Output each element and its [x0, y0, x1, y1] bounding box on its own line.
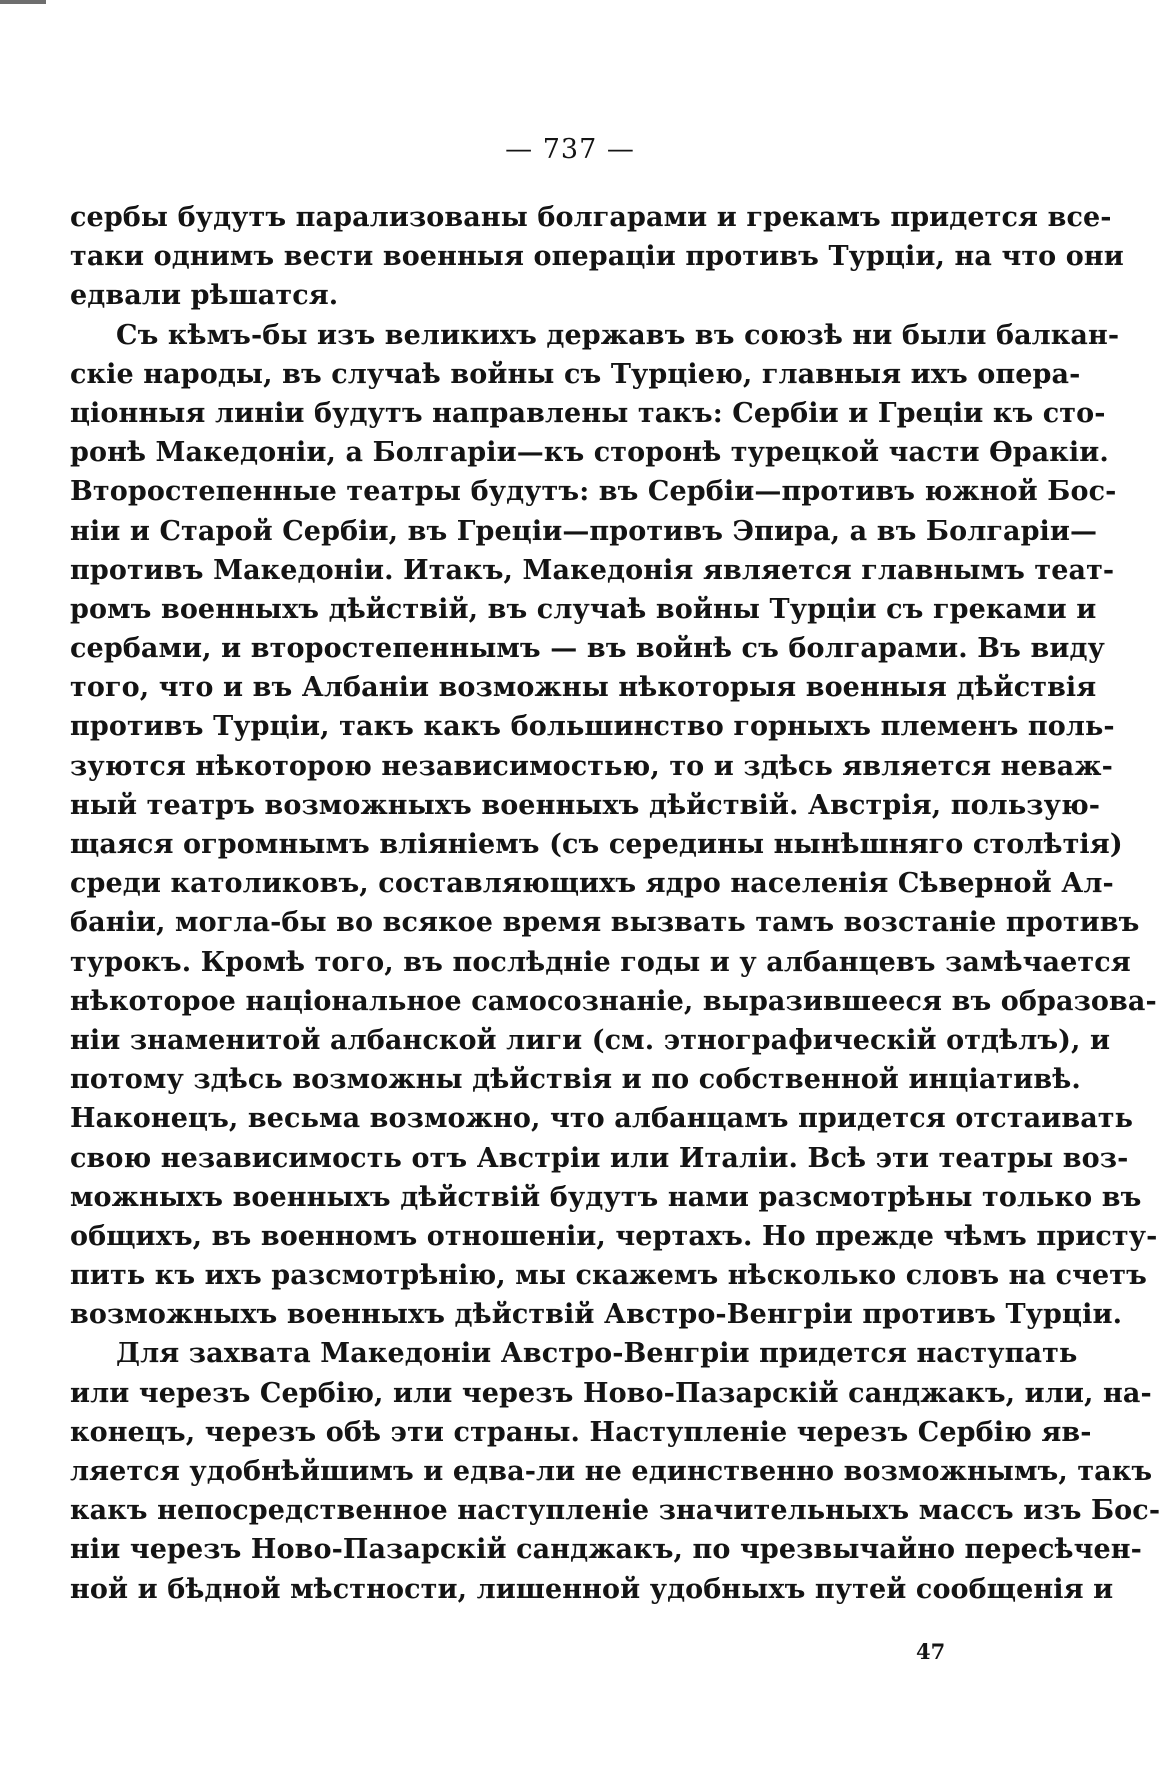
text-line: нѣкоторое національное самосознаніе, выразившееся въ образова-: [70, 985, 1157, 1017]
text-line: Наконецъ, весьма возможно, что албанцамъ придется отстаивать: [70, 1103, 1134, 1135]
text-line: можныхъ военныхъ дѣйствій будутъ нами разсмотрѣны только въ: [70, 1181, 1142, 1213]
text-line: Для захвата Македоніи Австро-Венгріи придется наступать: [116, 1338, 1078, 1370]
text-line: свою независимость отъ Австріи или Италіи. Всѣ эти театры воз-: [70, 1142, 1129, 1174]
scan-corner-mark: [0, 0, 46, 4]
text-line: ронѣ Македоніи, а Болгаріи—къ сторонѣ турецкой части Ѳракіи.: [70, 437, 1109, 469]
page-number: — 737 —: [505, 134, 635, 165]
text-line: конецъ, черезъ обѣ эти страны. Наступленіе черезъ Сербію яв-: [70, 1416, 1092, 1448]
text-line: сербы будутъ парализованы болгарами и грекамъ придется все-: [70, 202, 1112, 233]
text-line: какъ непосредственное наступленіе значительныхъ массъ изъ Бос-: [70, 1495, 1160, 1527]
text-line: потому здѣсь возможны дѣйствія и по собственной инціативѣ.: [70, 1064, 1081, 1096]
text-line: ромъ военныхъ дѣйствій, въ случаѣ войны Турціи съ греками и: [70, 593, 1097, 625]
text-line: ніи черезъ Ново-Пазарскій санджакъ, по чрезвычайно пересѣчен-: [70, 1534, 1142, 1566]
text-line: Съ кѣмъ-бы изъ великихъ державъ въ союзѣ ни были балкан-: [116, 319, 1120, 351]
text-line: едвали рѣшатся.: [70, 280, 339, 312]
body-text: [70, 198, 1160, 1609]
text-line: зуются нѣкоторою независимостью, то и здѣсь является неваж-: [70, 750, 1113, 782]
text-line: ціонныя линіи будутъ направлены такъ: Сербіи и Греціи къ сто-: [70, 397, 1106, 429]
text-line: ніи и Старой Сербіи, въ Греціи—противъ Эпира, а въ Болгаріи—: [70, 515, 1098, 547]
text-line: баніи, могла-бы во всякое время вызвать тамъ возстаніе противъ: [70, 907, 1140, 939]
text-line: пить къ ихъ разсмотрѣнію, мы скажемъ нѣсколько словъ на счетъ: [70, 1260, 1147, 1292]
text-line: среди католиковъ, составляющихъ ядро населенія Сѣверной Ал-: [70, 868, 1114, 900]
text-line: таки однимъ вести военныя операціи противъ Турціи, на что они: [70, 241, 1124, 273]
text-line: Второстепенные театры будутъ: въ Сербіи—противъ южной Бос-: [70, 476, 1117, 508]
text-line: того, что и въ Албаніи возможны нѣкоторыя военныя дѣйствія: [70, 672, 1097, 704]
text-line: щаяся огромнымъ вліяніемъ (съ середины нынѣшняго столѣтія): [70, 829, 1123, 860]
printer-signature-mark: 47: [916, 1639, 946, 1664]
text-line: противъ Турціи, такъ какъ большинство горныхъ племенъ поль-: [70, 711, 1115, 743]
text-line: ной и бѣдной мѣстности, лишенной удобныхъ путей сообщенія и: [70, 1573, 1114, 1605]
text-line: общихъ, въ военномъ отношеніи, чертахъ. Но прежде чѣмъ присту-: [70, 1220, 1158, 1252]
text-line: сербами, и второстепеннымъ — въ войнѣ съ болгарами. Въ виду: [70, 633, 1105, 665]
text-line: скіе народы, въ случаѣ войны съ Турціею, главныя ихъ опера-: [70, 358, 1081, 390]
text-line: ніи знаменитой албанской лиги (см. этнографическій отдѣлъ), и: [70, 1024, 1111, 1056]
text-line: или черезъ Сербію, или черезъ Ново-Пазарскій санджакъ, или, на-: [70, 1377, 1152, 1409]
text-line: ный театръ возможныхъ военныхъ дѣйствій. Австрія, пользую-: [70, 789, 1101, 821]
text-line: ляется удобнѣйшимъ и едва-ли не единственно возможнымъ, такъ: [70, 1456, 1153, 1487]
text-line: турокъ. Кромѣ того, въ послѣдніе годы и у албанцевъ замѣчается: [70, 946, 1131, 978]
text-line: противъ Македоніи. Итакъ, Македонія является главнымъ теат-: [70, 554, 1115, 586]
text-line: возможныхъ военныхъ дѣйствій Австро-Венгріи противъ Турціи.: [70, 1299, 1123, 1331]
